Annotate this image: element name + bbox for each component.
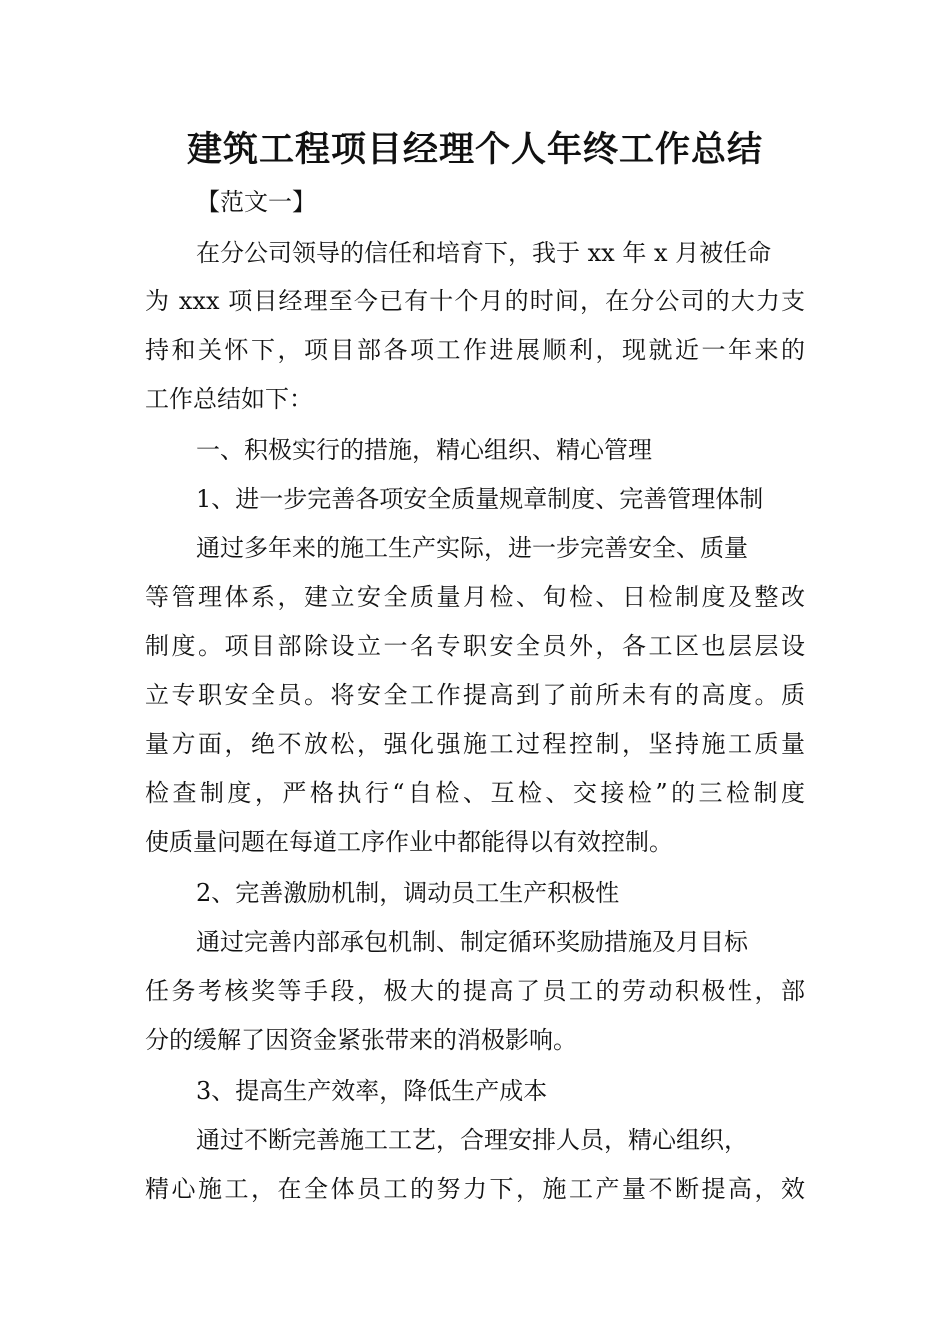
subsection-heading: 3、提高生产效率，降低生产成本 <box>196 1077 548 1105</box>
section-label: 【范文一】 <box>196 188 316 216</box>
paragraph-line: 通过不断完善施工工艺，合理安排人员，精心组织， <box>196 1126 748 1154</box>
section-heading: 一、积极实行的措施，精心组织、精心管理 <box>196 436 652 464</box>
subsection-heading: 2、完善激励机制，调动员工生产积极性 <box>196 879 620 907</box>
paragraph-line: 分的缓解了因资金紧张带来的消极影响。 <box>145 1026 577 1054</box>
document-title: 建筑工程项目经理个人年终工作总结 <box>186 130 763 170</box>
paragraph-line: 通过完善内部承包机制、制定循环奖励措施及月目标 <box>196 928 748 956</box>
paragraph-line: 立专职安全员。将安全工作提高到了前所未有的高度。质 <box>145 681 805 709</box>
paragraph-line: 使质量问题在每道工序作业中都能得以有效控制。 <box>145 828 673 856</box>
paragraph-line: 持和关怀下，项目部各项工作进展顺利，现就近一年来的 <box>145 336 805 364</box>
paragraph-line: 量方面，绝不放松，强化强施工过程控制，坚持施工质量 <box>145 730 805 758</box>
paragraph-line: 制度。项目部除设立一名专职安全员外，各工区也层层设 <box>145 632 805 660</box>
paragraph-line: 等管理体系，建立安全质量月检、旬检、日检制度及整改 <box>145 583 805 611</box>
paragraph-line: 任务考核奖等手段，极大的提高了员工的劳动积极性，部 <box>145 977 805 1005</box>
paragraph-line: 检查制度，严格执行“自检、互检、交接检”的三检制度 <box>145 779 805 807</box>
paragraph-line: 通过多年来的施工生产实际，进一步完善安全、质量 <box>196 534 748 562</box>
paragraph-line: 精心施工，在全体员工的努力下，施工产量不断提高，效 <box>145 1175 805 1203</box>
paragraph-line: 为 xxx 项目经理至今已有十个月的时间，在分公司的大力支 <box>145 287 805 315</box>
paragraph-line: 在分公司领导的信任和培育下，我于 xx 年 x 月被任命 <box>196 239 772 267</box>
subsection-heading: 1、进一步完善各项安全质量规章制度、完善管理体制 <box>196 485 764 513</box>
paragraph-line: 工作总结如下： <box>145 385 313 413</box>
